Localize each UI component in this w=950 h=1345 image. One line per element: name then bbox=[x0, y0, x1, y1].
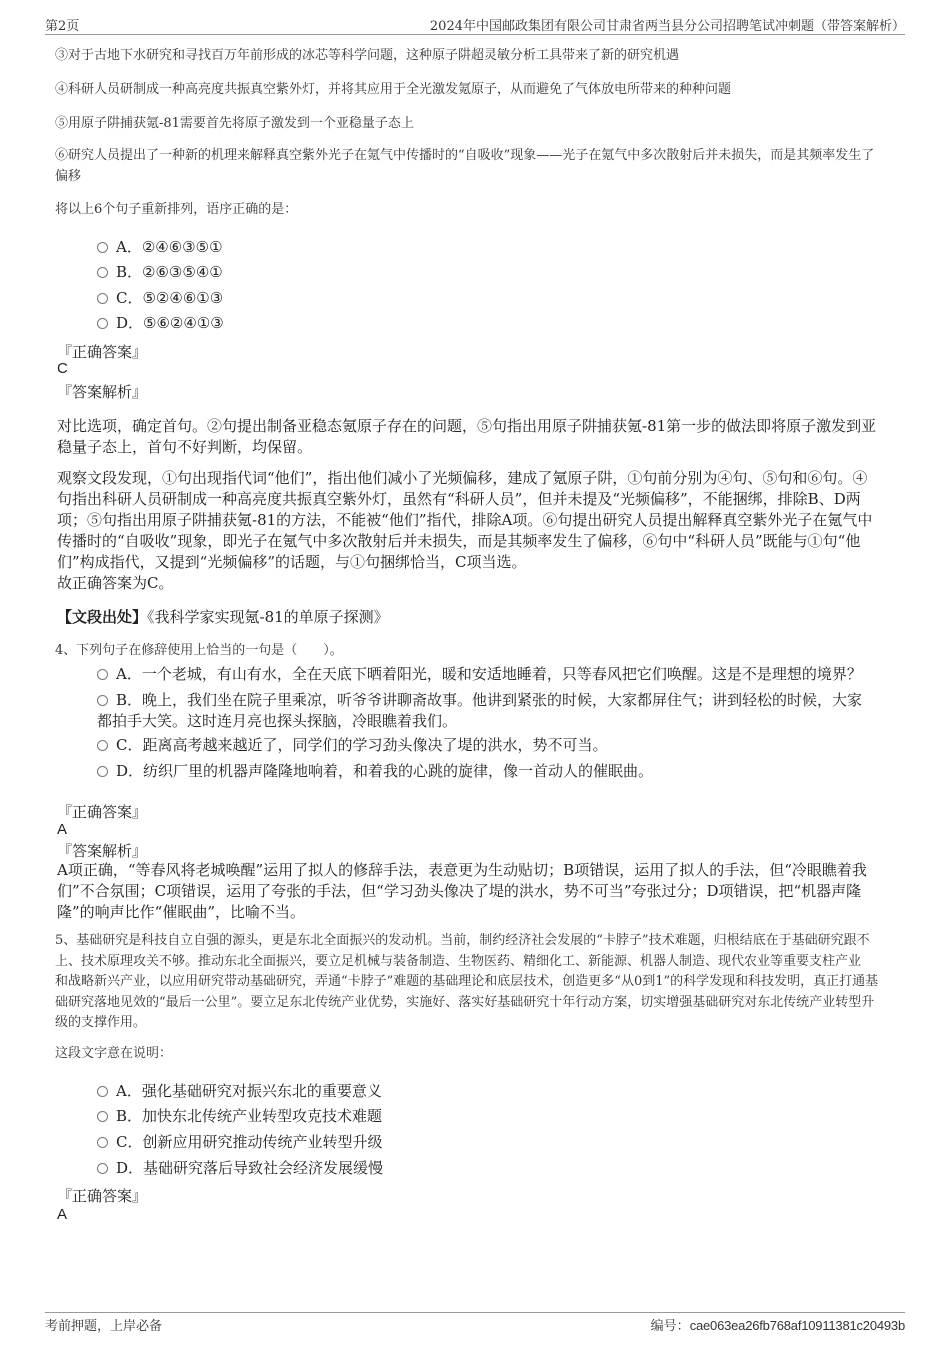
option-letter: D． bbox=[116, 1159, 144, 1177]
option-text: 晚上，我们坐在院子里乘凉，听爷爷讲聊斋故事。他讲到紧张的时候，大家都屏住气；讲到轻松的时候，大家 bbox=[142, 691, 863, 709]
option-letter: B． bbox=[116, 1107, 143, 1125]
page-footer bbox=[45, 1312, 905, 1335]
text-line: 们”构成指代，又提到“光频偏移”的话题，与①句捆绑恰当，C项当选。 bbox=[57, 553, 527, 571]
option-text: 创新应用研究推动传统产业转型升级 bbox=[142, 1133, 383, 1151]
option-letter: B． bbox=[116, 263, 143, 281]
text-line: 和战略新兴产业，以应用研究带动基础研究，弄通“卡脖子”难题的基础理论和底层技术，创造更多“从0到1”的科学发现和科技发明，真正打通基 bbox=[55, 974, 879, 989]
radio-icon[interactable] bbox=[97, 740, 108, 751]
option-b[interactable] bbox=[97, 690, 862, 711]
option-a[interactable] bbox=[97, 664, 862, 685]
text-line: 5、基础研究是科技自立自强的源头，更是东北全面振兴的发动机。当前，制约经济社会发展的“卡脖子”技术难题，归根结底在于基础研究跟不 bbox=[55, 933, 870, 948]
text-line: 们”不合氛围；C项错误，运用了夸张的手法，但“学习劲头像决了堤的洪水，势不可当”夸张过分；D项错误，把“机器声隆 bbox=[57, 882, 862, 900]
text-line: 句指出科研人员研制成一种高亮度共振真空紫外灯，虽然有“科研人员”，但并未提及“光频偏移”，不能捆绑，排除B、D两 bbox=[57, 490, 861, 508]
option-text: 基础研究落后导致社会经济发展缓慢 bbox=[143, 1159, 384, 1177]
radio-icon[interactable] bbox=[97, 1111, 108, 1122]
option-letter: D． bbox=[116, 762, 144, 780]
option-letter: A． bbox=[116, 1082, 142, 1100]
radio-icon[interactable] bbox=[97, 1163, 108, 1174]
option-letter: C． bbox=[116, 736, 143, 754]
option-d[interactable] bbox=[97, 761, 653, 782]
radio-icon[interactable] bbox=[97, 267, 108, 278]
option-text: ②⑥③⑤④① bbox=[142, 263, 223, 281]
radio-icon[interactable] bbox=[97, 1137, 108, 1148]
sentence-6-line2: 偏移 bbox=[55, 169, 82, 184]
radio-icon[interactable] bbox=[97, 669, 108, 680]
question-prompt: 这段文字意在说明： bbox=[55, 1046, 173, 1061]
answer-label: 『正确答案』 bbox=[57, 343, 148, 361]
question-5-stem bbox=[55, 931, 878, 1034]
answer-label: 『正确答案』 bbox=[57, 803, 148, 821]
option-b[interactable] bbox=[97, 1106, 382, 1127]
text-line: 传播时的“自吸收”现象，即光子在氪气中多次散射后并未损失，而是其频率发生了偏移，⑥句中“科研人员”既能与①句“他 bbox=[57, 532, 861, 550]
option-b-continued: 都拍手大笑。这时连月亮也探头探脑，冷眼瞧着我们。 bbox=[97, 712, 458, 730]
conclusion: 故正确答案为C。 bbox=[57, 574, 174, 592]
page-number: 第2页 bbox=[45, 19, 80, 34]
text-line: 隆”的响声比作“催眠曲”，比喻不当。 bbox=[57, 903, 306, 921]
text-line: 级的支撑作用。 bbox=[55, 1015, 147, 1030]
option-d[interactable] bbox=[97, 1158, 383, 1179]
radio-icon[interactable] bbox=[97, 293, 108, 304]
text-line: 观察文段发现，①句出现指代词“他们”，指出他们减小了光频偏移，建成了氪原子阱，①句前分别为④句、⑤句和⑥句。④ bbox=[57, 469, 868, 487]
correct-answer: C bbox=[57, 360, 68, 377]
answer-label: 『正确答案』 bbox=[57, 1187, 148, 1205]
option-c[interactable] bbox=[97, 288, 223, 309]
option-text: ⑤⑥②④①③ bbox=[143, 314, 224, 332]
option-letter: A． bbox=[116, 238, 142, 256]
sentence-3: ③对于古地下水研究和寻找百万年前形成的冰芯等科学问题，这种原子阱超灵敏分析工具带来了新的研究机遇 bbox=[55, 48, 680, 63]
option-text: ②④⑥③⑤① bbox=[141, 238, 223, 256]
option-text: 距离高考越来越近了，同学们的学习劲头像决了堤的洪水，势不可当。 bbox=[142, 736, 608, 754]
analysis-paragraph bbox=[57, 860, 867, 923]
radio-icon[interactable] bbox=[97, 766, 108, 777]
radio-icon[interactable] bbox=[97, 1086, 108, 1097]
option-text: 加快东北传统产业转型攻克技术难题 bbox=[142, 1107, 383, 1125]
sentence-4: ④科研人员研制成一种高亮度共振真空紫外灯，并将其应用于全光激发氪原子，从而避免了气体放电所带来的种种问题 bbox=[55, 82, 732, 97]
option-b[interactable] bbox=[97, 262, 223, 283]
question-4-stem: 4、下列句子在修辞使用上恰当的一句是（ ）。 bbox=[55, 643, 343, 658]
analysis-paragraph-1 bbox=[57, 416, 876, 458]
footer-slogan: 考前押题，上岸必备 bbox=[45, 1319, 163, 1334]
radio-icon[interactable] bbox=[97, 318, 108, 329]
option-letter: A． bbox=[116, 665, 142, 683]
radio-icon[interactable] bbox=[97, 695, 108, 706]
radio-icon[interactable] bbox=[97, 242, 108, 253]
text-line: 对比选项，确定首句。②句提出制备亚稳态氪原子存在的问题，⑤句指出用原子阱捕获氪-81第一步的做法即将原子激发到亚 bbox=[57, 417, 877, 435]
option-letter: D． bbox=[116, 314, 144, 332]
text-line: 础研究落地见效的“最后一公里”。要立足东北传统产业优势，实施好、落实好基础研究十年行动方案，切实增强基础研究对东北传统产业转型升 bbox=[55, 994, 875, 1010]
option-a[interactable] bbox=[97, 1081, 382, 1102]
option-text: 一个老城，有山有水，全在天底下晒着阳光，暖和安适地睡着，只等春风把它们唤醒。这是不是理想的境界？ bbox=[141, 665, 862, 683]
code-label: 编号： bbox=[650, 1319, 690, 1334]
option-text: ⑤②④⑥①③ bbox=[142, 289, 224, 307]
code-value: cae063ea26fb768af10911381c20493b bbox=[689, 1318, 905, 1333]
source-label: 【文段出处】 bbox=[57, 608, 148, 626]
option-c[interactable] bbox=[97, 735, 608, 756]
source-citation bbox=[57, 607, 389, 628]
correct-answer: A bbox=[57, 821, 68, 838]
analysis-label: 『答案解析』 bbox=[57, 842, 148, 860]
source-text: 《我科学家实现氪-81的单原子探测》 bbox=[147, 608, 389, 626]
option-c[interactable] bbox=[97, 1132, 383, 1153]
analysis-label: 『答案解析』 bbox=[57, 383, 148, 401]
text-line: 上、技术原理攻关不够。推动东北全面振兴，要立足机械与装备制造、生物医药、精细化工、新能源、机器人制造、现代农业等重要支柱产业 bbox=[55, 953, 862, 969]
option-letter: C． bbox=[116, 1133, 143, 1151]
analysis-paragraph-2 bbox=[57, 468, 872, 573]
page-header bbox=[45, 14, 905, 35]
option-a[interactable] bbox=[97, 237, 223, 258]
option-text: 强化基础研究对振兴东北的重要意义 bbox=[141, 1082, 382, 1100]
document-code bbox=[651, 1315, 905, 1334]
question-prompt: 将以上6个句子重新排列，语序正确的是： bbox=[55, 202, 298, 217]
text-line: 项；⑤句指出用原子阱捕获氪-81的方法，不能被“他们”指代，排除A项。⑥句提出研究人员提出解释真空紫外光子在氪气中 bbox=[57, 511, 873, 529]
text-line: A项正确，“等春风将老城唤醒”运用了拟人的修辞手法，表意更为生动贴切；B项错误，运用了拟人的手法，但“冷眼瞧着我 bbox=[57, 861, 867, 879]
sentence-5: ⑤用原子阱捕获氪-81需要首先将原子激发到一个亚稳量子态上 bbox=[55, 116, 414, 131]
sentence-6-line1: ⑥研究人员提出了一种新的机理来解释真空紫外光子在氪气中传播时的“自吸收”现象——光子在氪气中多次散射后并未损失，而是其频率发生了 bbox=[55, 148, 875, 163]
option-text: 纺织厂里的机器声隆隆地响着，和着我的心跳的旋律，像一首动人的催眠曲。 bbox=[143, 762, 654, 780]
option-letter: C． bbox=[116, 289, 143, 307]
correct-answer: A bbox=[57, 1206, 68, 1223]
document-title: 2024年中国邮政集团有限公司甘肃省两当县分公司招聘笔试冲刺题（带答案解析） bbox=[429, 19, 905, 34]
option-d[interactable] bbox=[97, 313, 224, 334]
option-letter: B． bbox=[116, 691, 143, 709]
text-line: 稳量子态上，首句不好判断，均保留。 bbox=[57, 438, 313, 456]
